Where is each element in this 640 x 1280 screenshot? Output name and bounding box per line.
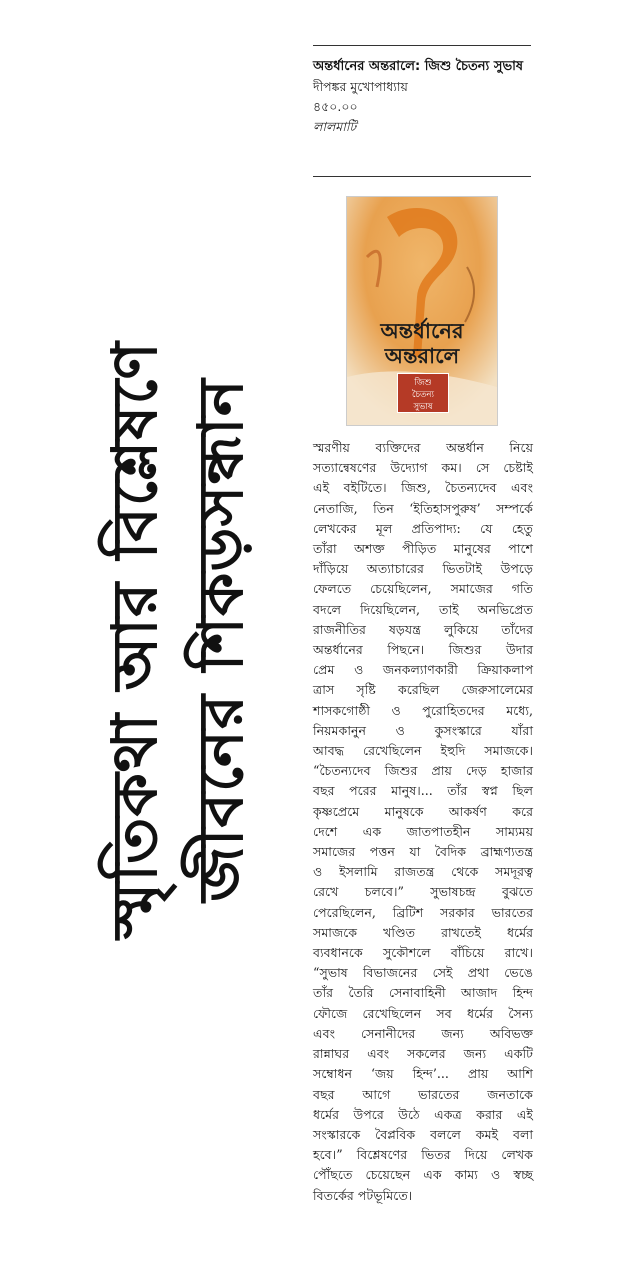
- book-title: অন্তর্ধানের অন্তরালে: জিশু চৈতন্য সুভাষ: [313, 59, 524, 74]
- review-line: ফেলতে চেয়েছিলেন, সমাজের গতি: [313, 581, 533, 597]
- book-cover: [346, 196, 498, 426]
- book-author: দীপঙ্কর মুখোপাধ্যায়: [313, 79, 408, 94]
- review-line: দেশে এক জাতপাতহীন সাম্যময়: [313, 823, 533, 839]
- review-line: পেরেছিলেন, ব্রিটিশ সরকার ভারতের: [313, 904, 533, 920]
- review-line: রাজনীতির ষড়যন্ত্র লুকিয়ে তাঁদের: [313, 621, 533, 637]
- review-line: সম্বোধন ‘জয় হিন্দ’... প্রায় আশি: [313, 1066, 533, 1082]
- review-line: ধর্মের উপরে উঠে একত্র করার এই: [313, 1106, 533, 1122]
- cover-author-line-2: চৈতন্য: [412, 390, 434, 400]
- review-line: নিয়মকানুন ও কুসংস্কারে যাঁরা: [313, 722, 533, 738]
- review-line: নেতাজি, তিন ‘ইতিহাসপুরুষ’ সম্পর্কে: [313, 500, 533, 516]
- cover-title-line-2: অন্তরালে: [384, 344, 460, 368]
- headline-line-2: জীবনের শিকড়সন্ধান: [184, 378, 257, 902]
- review-line: রেখে চলবে।” সুভাষচন্দ্র বুঝতে: [313, 884, 533, 900]
- review-line: এবং সেনানীদের জন্য অবিভক্ত: [313, 1025, 533, 1041]
- review-line: তাঁরা অশক্ত পীড়িত মানুষের পাশে: [313, 541, 533, 557]
- cover-author-box: [397, 373, 449, 413]
- review-line: ও ইসলামি রাজতন্ত্র থেকে সমদূরত্ব: [313, 864, 533, 880]
- top-divider: [313, 45, 531, 46]
- review-line: সমাজকে খণ্ডিত রাখতেই ধর্মের: [313, 924, 533, 940]
- review-line: স্মরণীয় ব্যক্তিদের অন্তর্ধান নিয়ে: [313, 440, 533, 455]
- review-line: ব্যবধানকে সুকৌশলে বাঁচিয়ে রাখে।: [313, 945, 533, 961]
- review-line: দাঁড়িয়ে অত্যাচারের ভিতটাই উপড়ে: [313, 561, 533, 577]
- review-line: সত্যান্বেষণের উদ্যোগ কম। সে চেষ্টাই: [313, 460, 533, 476]
- review-line: রান্নাঘর এবং সকলের জন্য একটি: [313, 1046, 533, 1062]
- book-publisher: লালমাটি: [313, 119, 357, 134]
- review-line: আবদ্ধ রেখেছিলেন ইহুদি সমাজকে।: [313, 743, 533, 759]
- book-price: ৪৫০.০০: [313, 99, 358, 114]
- review-line: লেখকের মূল প্রতিপাদ্য: যে হেতু: [313, 520, 533, 536]
- review-line: সমাজের পত্তন যা বৈদিক ব্রাহ্মণ্যতন্ত্র: [313, 844, 533, 860]
- cover-author-line-1: জিশু: [414, 378, 432, 388]
- review-line: বদলে দিয়েছিলেন, তাই অনভিপ্রেত: [313, 601, 533, 617]
- review-line: কৃষ্ণপ্রেমে মানুষকে আকর্ষণ করে: [313, 803, 533, 819]
- book-info: [313, 56, 531, 137]
- review-line: তাঁর তৈরি সেনাবাহিনী আজাদ হিন্দ: [313, 985, 533, 1001]
- review-line: শাসকগোষ্ঠী ও পুরোহিতদের মধ্যে,: [313, 702, 533, 718]
- review-line: পৌঁছতে চেয়েছেন এক কাম্য ও স্বচ্ছ: [313, 1167, 533, 1183]
- review-line: অন্তর্ধানের পিছনে। জিশুর উদার: [313, 642, 533, 658]
- headline-line-1: স্মৃতিকথা আর বিশ্লেষণে: [98, 341, 171, 939]
- cover-title: [347, 319, 497, 369]
- headline: [92, 310, 264, 970]
- review-line: “চৈতন্যদেব জিশুর প্রায় দেড় হাজার: [313, 763, 533, 779]
- cover-title-line-1: অন্তর্ধানের: [380, 319, 464, 343]
- review-line: বিতর্কের পটভূমিতে।: [313, 1187, 413, 1203]
- review-line: হবে।” বিশ্লেষণের ভিতর দিয়ে লেখক: [313, 1147, 533, 1163]
- review-line: এই বইটিতে। জিশু, চৈতন্যদেব এবং: [313, 480, 533, 496]
- review-line: সংস্কারকে বৈপ্লবিক বললে কমই বলা: [313, 1126, 533, 1142]
- review-line: ত্রাস সৃষ্টি করেছিল জেরুসালেমের: [313, 682, 533, 698]
- review-line: বছর পরের মানুষ।... তাঁর স্বপ্ন ছিল: [313, 783, 533, 799]
- review-body: [313, 438, 533, 1206]
- review-line: বছর আগে ভারতের জনতাকে: [313, 1086, 533, 1102]
- bottom-divider: [313, 176, 531, 177]
- review-line: প্রেম ও জনকল্যাণকারী ক্রিয়াকলাপ: [313, 662, 533, 678]
- review-line: ফৌজে রেখেছিলেন সব ধর্মের সৈন্য: [313, 1005, 533, 1021]
- cover-author-line-3: সুভাষ: [413, 402, 433, 412]
- review-line: “সুভাষ বিভাজনের সেই প্রথা ভেঙে: [313, 965, 533, 981]
